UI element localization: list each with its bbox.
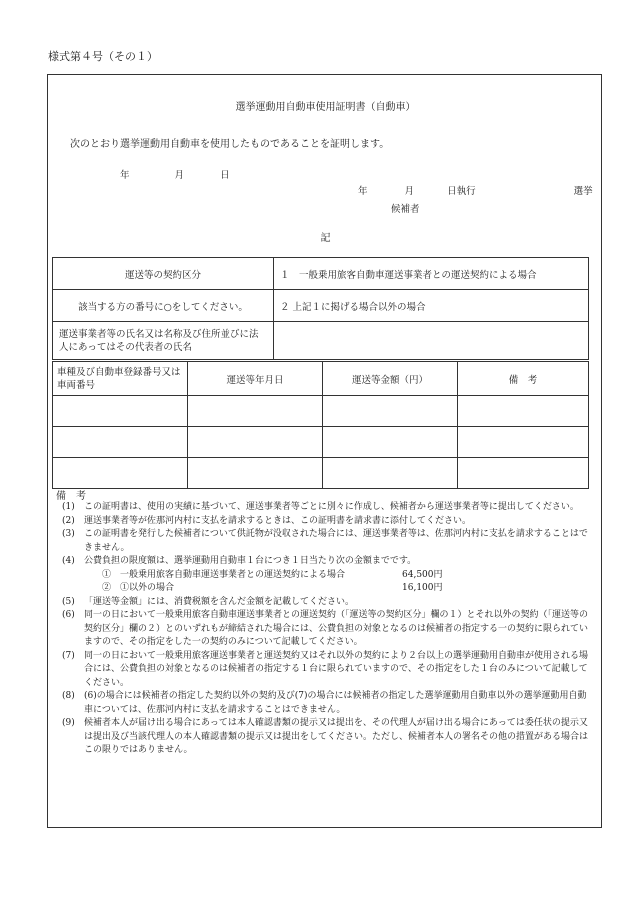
table-row (53, 427, 589, 458)
operator-name-field[interactable] (274, 322, 589, 360)
vehicle-cell[interactable] (53, 458, 188, 489)
election-label: 選挙 (573, 186, 593, 197)
note-item: (9) 候補者本人が届け出る場合にあっては本人確認書類の提示又は提出を、その代理人が届け出る場合にあっては委任状の提示又は提出及び当該代理人の本人確認書類の提示又は提出をしてください。ただし、候補者本人の署名その他の措置がある場合はこの限りではありません。 (62, 718, 589, 755)
ki-label: 記 (320, 233, 331, 244)
issue-date-line (120, 167, 230, 181)
election-month-label: 月 (404, 186, 415, 197)
note-item: (4) 公費負担の限度額は、選挙運動用自動車１台につき１日当たり次の金額までです。 (62, 556, 417, 566)
year-label: 年 (120, 170, 130, 181)
usage-table (52, 361, 589, 489)
operator-name-label: 運送事業者等の氏名又は名称及び住所並びに法人にあってはその代表者の氏名 (53, 322, 274, 360)
election-year-label: 年 (358, 186, 368, 197)
contract-type-label: 運送等の契約区分 (53, 258, 274, 290)
note-item: (8) (6)の場合には候補者の指定した契約以外の契約及び(7)の場合には候補者の指定した選挙運動用自動車以外の選挙運動用自動車については、佐那河内村に支払を請求することはできません。 (62, 691, 587, 715)
contract-option-2[interactable]: ２ 上記１に掲げる場合以外の場合 (274, 290, 589, 322)
note-item: (2) 運送事業者等が佐那河内村に支払を請求するときは、この証明書を請求書に添付してください。 (62, 515, 472, 526)
remarks-cell[interactable] (458, 396, 589, 427)
date-cell[interactable] (188, 458, 323, 489)
contract-instruction: 該当する方の番号に○をしてください。 (53, 290, 274, 322)
contract-option-1[interactable]: １ 一般乗用旅客自動車運送事業者との運送契約による場合 (274, 258, 589, 290)
note-item: (3) この証明書を発行した候補者について供託物が没収された場合には、運送事業者等は、佐那河内村に支払を請求することはできません。 (62, 529, 588, 553)
limit-item-1: ① 一般乗用旅客自動車運送事業者との運送契約による場合 64,500円 (102, 569, 443, 580)
amount-header: 運送等金額（円） (323, 362, 458, 396)
date-cell[interactable] (188, 427, 323, 458)
vehicle-cell[interactable] (53, 427, 188, 458)
election-held-label: 日執行 (447, 186, 476, 197)
notes-heading: 備 考 (56, 491, 86, 502)
candidate-label: 候補者 (391, 204, 420, 215)
limit-item-2: ② ①以外の場合 16,100円 (102, 583, 443, 593)
contract-table (52, 257, 589, 360)
note-item: (7) 同一の日において一般乗用旅客運送事業者と運送契約又はそれ以外の契約により２台以上の選挙運動用自動車が使用される場合には、公費負担の対象となるのは候補者の指定する１台に限られていますので、その指定をした１台のみについて記載してください。 (62, 650, 589, 688)
vehicle-cell[interactable] (53, 396, 188, 427)
amount-cell[interactable] (323, 458, 458, 489)
note-item: (1) この証明書は、使用の実績に基づいて、運送事業者等ごとに別々に作成し、候補者から運送事業者等に提出してください。 (62, 502, 579, 512)
table-row (53, 458, 589, 489)
date-cell[interactable] (188, 396, 323, 427)
vehicle-header: 車種及び自動車登録番号又は車両番号 (53, 362, 188, 396)
intro-text: 次のとおり選挙運動用自動車を使用したものであることを証明します。 (70, 139, 390, 150)
date-header: 運送等年月日 (188, 362, 323, 396)
remarks-cell[interactable] (458, 458, 589, 489)
document-title: 選挙運動用自動車使用証明書（自動車） (235, 102, 416, 113)
election-date-line (358, 183, 593, 197)
day-label: 日 (220, 170, 230, 181)
amount-cell[interactable] (323, 396, 458, 427)
amount-cell[interactable] (323, 427, 458, 458)
note-item: (5) 「運送等金額」には、消費税額を含んだ金額を記載してください。 (62, 596, 355, 607)
notes-list (62, 501, 592, 758)
form-number-label: 様式第４号（その１） (48, 50, 158, 63)
certificate-frame (47, 74, 602, 828)
note-item: (6) 同一の日において一般乗用旅客自動車運送事業者との運送契約（「運送等の契約区分」欄の１）とそれ以外の契約（「運送等の契約区分」欄の２）とのいずれもが締結された場合には、公費負担の対象となるのは候補者の指定する一の契約に限られていますので、その指定をした一の契約のみについて記載してください。 (62, 610, 589, 647)
remarks-cell[interactable] (458, 427, 589, 458)
table-row (53, 396, 589, 427)
month-label: 月 (174, 170, 185, 181)
remarks-header: 備 考 (458, 362, 589, 396)
